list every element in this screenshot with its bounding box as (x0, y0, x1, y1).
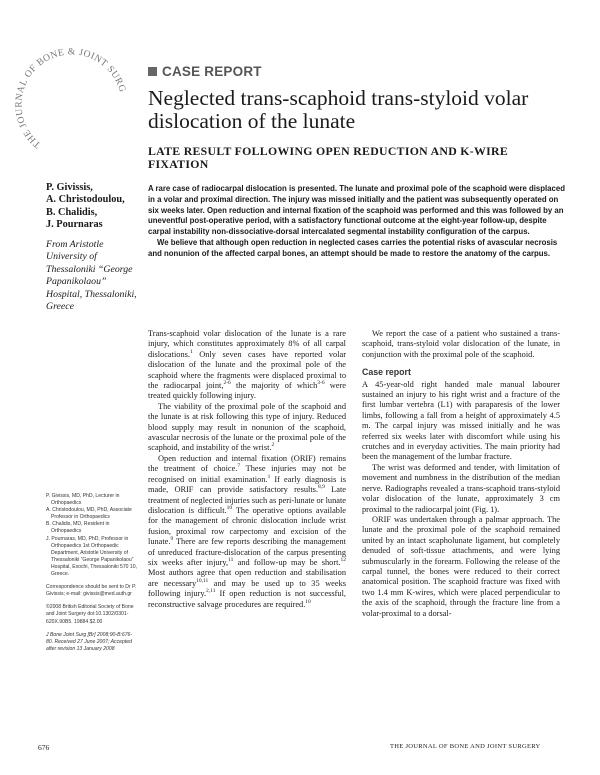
body-paragraph: Trans-scaphoid volar dislocation of the lunate is a rare injury, which constitutes approximately 8% of all carpal dislocations.$^1$ Only seven cases have reported volar dislocation of the lunate and the proximal pole of the scaphoid where the fragments were displaced proximal to the radiocarpal joint,$^{2-6}$ the majority of which$^{3-6}$ were treated quickly following injury. (148, 329, 346, 401)
section-label (148, 64, 262, 79)
article-title: Neglected trans-scaphoid trans-styloid volar dislocation of the lunate (148, 86, 529, 133)
svg-text:THE JOURNAL OF BONE & JOINT SU: THE JOURNAL OF BONE & JOINT SURG (13, 46, 128, 151)
body-paragraph: A 45-year-old right handed male manual labourer sustained an injury to his right wrist and a fracture of the first lumbar vertebra (L1) with paraparesis of the lower limbs, following a fall from a height of approximately 4.5 m. The carpal injury was missed initially and he was referred six weeks later with discomfort while using his crutches and in everyday activities. The main priority had been the management of the lumbar fracture. (362, 379, 560, 462)
author-name: A. Christodoulou, (46, 194, 125, 206)
author-note: P. Givissis, MD, PhD, Lecturer in Orthopaedics (46, 493, 120, 507)
body-paragraph: Open reduction and internal fixation (ORIF) remains the treatment of choice.$^7$ These injuries may not be recognised on initial examination.$^1$ If early diagnosis is made, ORIF can provide satisfactory results.$^{8,9}$ Late treatment of neglected injuries such as peri-lunate or lunate dislocation is difficult.$^{10}$ The operative options available for the management of chronic dislocation include wrist fusion, proximal row carpectomy and excision of the lunate.$^9$ There are few reports describing the management of unreduced fracture-dislocation of the carpus presenting six weeks after injury,$^{11}$ and follow-up may be short.$^{12}$ Most authors agree that open reduction and stabilisation are necessary$^{10,11}$ and may be used up to 35 weeks following injury.$^{2,11}$ If open reduction is not successful, reconstructive salvage procedures are required.$^{10}$ (148, 453, 347, 609)
abstract-paragraph: A rare case of radiocarpal dislocation is presented. The lunate and proximal pole of the scaphoid were displaced in a volar and proximal direction. The injury was missed initially and the patient was subsequently operated on six weeks later. Open reduction and internal fixation of the scaphoid was performed and this was followed by an uneventful post-operative period, with a satisfactory functional outcome at the eight-year follow-up, despite carpal instability non-dissociative-dorsal intercalated segmental instability configuration of the carpus. (148, 184, 565, 237)
section-heading: Case report (362, 367, 411, 378)
page-number: 676 (38, 743, 50, 752)
square-bullet-icon (148, 67, 157, 76)
journal-citation: J Bone Joint Surg [Br] 2008;90-B:676-80. Received 27 June 2007; Accepted after revision 13 January 2008 (46, 631, 133, 652)
abstract (148, 184, 568, 260)
affiliation: From Aristotle University of Thessaloniki “George Papanikolaou” Hospital, Thessaloniki, Greece (46, 239, 137, 313)
body-paragraph: We report the case of a patient who sustained a trans-scaphoid, trans-styloid volar dislocation of the lunate, in conjunction with the proximal pole of the scaphoid. (362, 329, 560, 359)
section-label-text: CASE REPORT (162, 64, 262, 79)
journal-footer: THE JOURNAL OF BONE AND JOINT SURGERY (390, 743, 541, 750)
author-name: B. Chalidis, (46, 206, 98, 218)
correspondence-note: Correspondence should be sent to Dr P. Givissis; e-mail: givissis@med.auth.gr (46, 584, 137, 598)
abstract-paragraph: We believe that although open reduction in neglected cases carries the potential risks of avascular necrosis and nonunion of the affected carpal bones, an attempt should be made to restore the anatomy of the carpus. (148, 237, 558, 258)
author-note: B. Chalidis, MD, Resident in Orthopaedics (46, 521, 110, 535)
author-name: J. Pournaras (46, 218, 103, 230)
body-paragraph: The wrist was deformed and tender, with limitation of movement and numbness in the distribution of the median nerve. Radiographs revealed a trans-scaphoid trans-styloid volar dislocation of the lunate, approximately 3 cm proximal to the radiocarpal joint (Fig. 1). (362, 462, 560, 514)
article-subtitle: LATE RESULT FOLLOWING OPEN REDUCTION AND K-WIRE FIXATION (148, 144, 508, 171)
body-column-right (362, 329, 560, 619)
author-note: A. Christodoulou, MD, PhD, Associate Professor in Orthopaedics (46, 507, 132, 521)
body-paragraph: ORIF was undertaken through a palmar approach. The lunate and the proximal pole of the scaphoid remained united by an intact scapholunate ligament, but completely denuded of soft-tissue attachments, and were lying submuscularly in the forearm. Following the release of the carpal tunnel, the bones were reduced to their correct anatomical position. The scaphoid fracture was fixed with two 1.4 mm K-wires, which were placed perpendicular to the axis of the scaphoid, through the fracture line from a volar-proximal to a dorsal- (362, 514, 560, 618)
journal-seal-logo (8, 36, 132, 160)
body-paragraph: The viability of the proximal pole of the scaphoid and the lunate is at risk following this type of injury. Reduced blood supply may result in nonunion of the scaphoid, avascular necrosis of the lunate or the proximal pole of the scaphoid, and instability of the wrist.$^2$ (148, 401, 346, 453)
author-note: J. Pournaras, MD, PhD, Professor in Orthopaedics 1st Orthopaedic Department, Aristotle University of Thessaloniki “George Papanikolaou” Hospital, Exochi, Thessaloniki 570 10, Greece. (46, 535, 137, 578)
copyright-note: ©2008 British Editorial Society of Bone and Joint Surgery doi:10.1302/0301-620X.90B5. 19884 $2.00 (46, 604, 134, 625)
author-list (46, 182, 146, 231)
body-column-left (148, 329, 346, 610)
author-notes (46, 493, 139, 659)
author-name: P. Givissis, (46, 182, 93, 193)
